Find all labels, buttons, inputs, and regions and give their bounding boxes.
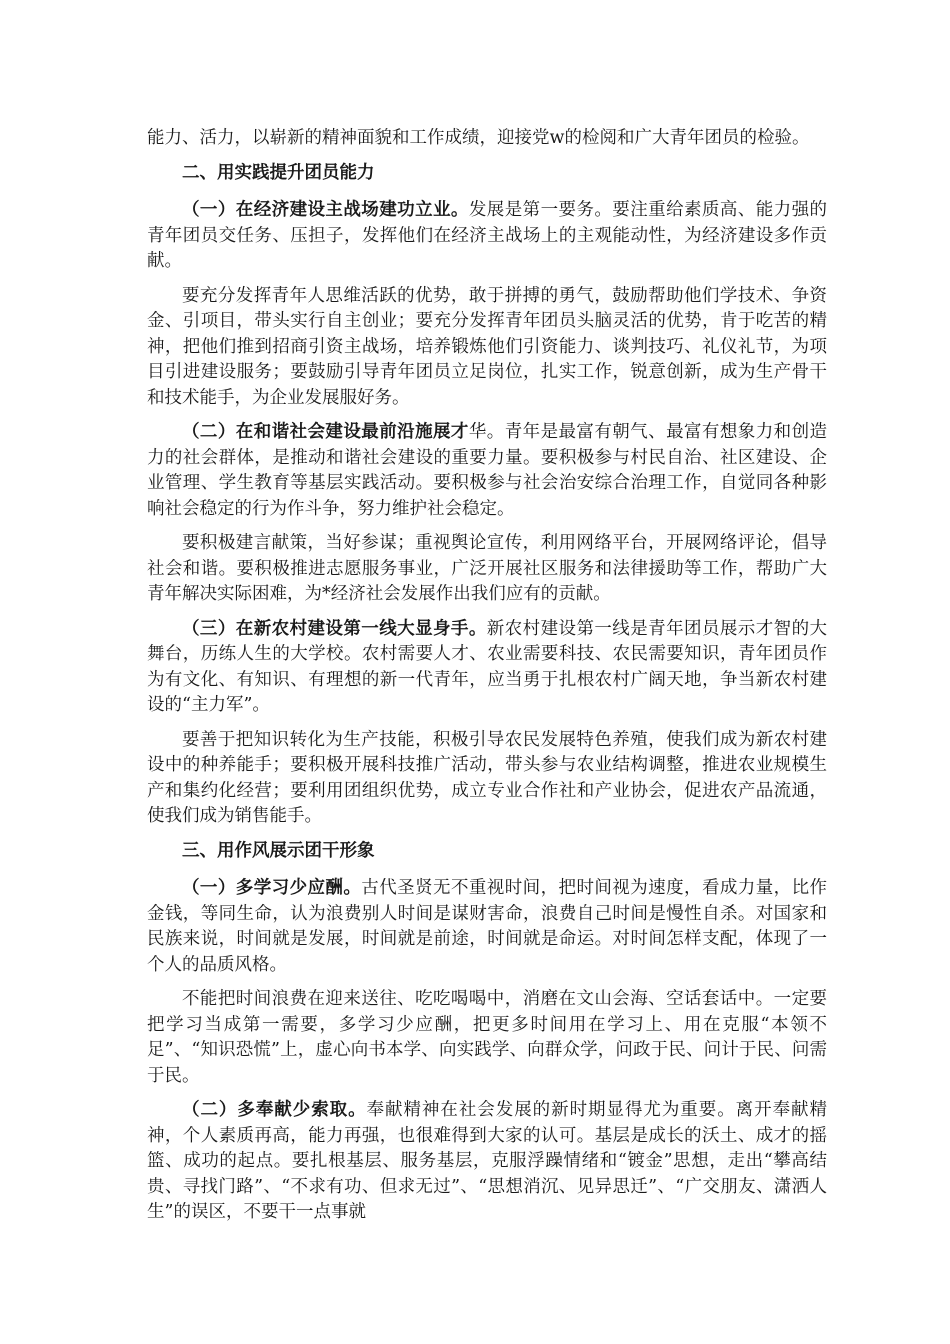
subsection-title: （二）多奉献少索取。 bbox=[182, 1100, 367, 1120]
document-body bbox=[147, 126, 827, 1235]
paragraph: 要积极建言献策，当好参谋；重视舆论宣传，利用网络平台，开展网络评论，倡导社会和谐。要积极推进志愿服务事业，广泛开展社区服务和法律援助等工作，帮助广大青年解决实际困难，为*经济社会发展作出我们应有的贡献。 bbox=[147, 533, 827, 604]
subsection-title: （二）在和谐社会建设最前沿施展才 bbox=[182, 422, 469, 442]
paragraph bbox=[147, 617, 827, 719]
paragraph bbox=[147, 420, 827, 522]
paragraph bbox=[147, 198, 827, 275]
paragraph bbox=[147, 876, 827, 978]
paragraph-text: 新农村建设第一线是青年团员展示才智的大舞台，历练人生的大学校。农村需要人才、农业需要科技、农民需要知识，青年团员作为有文化、有知识、有理想的新一代青年，应当勇于扎根农村广阔天地，争当新农村建设的“主力军”。 bbox=[147, 618, 828, 715]
paragraph: 不能把时间浪费在迎来送往、吃吃喝喝中，消磨在文山会海、空话套话中。一定要把学习当成第一需要，多学习少应酬，把更多时间用在学习上、用在克服“本领不足”、“知识恐慌”上，虚心向书本学、向实践学、向群众学，问政于民、问计于民、问需于民。 bbox=[147, 989, 827, 1086]
paragraph-text: 古代圣贤无不重视时间，把时间视为速度，看成力量，比作金钱，等同生命，认为浪费别人时间是谋财害命，浪费自己时间是慢性自杀。对国家和民族来说，时间就是发展，时间就是前途，时间就是命运。对时间怎样支配，体现了一个人的品质风格。 bbox=[147, 878, 828, 975]
subsection-title: （一）多学习少应酬。 bbox=[182, 878, 362, 898]
paragraph: 要充分发挥青年人思维活跃的优势，敢于拼搏的勇气，鼓励帮助他们学技术、争资金、引项目，带头实行自主创业；要充分发挥青年团员头脑灵活的优势，肯于吃苦的精神，把他们推到招商引资主战场，培养锻炼他们引资能力、谈判技巧、礼仪礼节，为项目引进建设服务；要鼓励引导青年团员立足岗位，扎实工作，锐意创新，成为生产骨干和技术能手，为企业发展服好务。 bbox=[147, 285, 827, 408]
paragraph bbox=[147, 1098, 827, 1226]
paragraph-text: 奉献精神在社会发展的新时期显得尤为重要。离开奉献精神，个人素质再高，能力再强，也很难得到大家的认可。基层是成长的沃土、成才的摇篮、成功的起点。要扎根基层、服务基层，克服浮躁情绪和“镀金”思想，走出“攀高结贵、寻找门路”、“不求有功、但求无过”、“思想消沉、见异思迁”、“广交朋友、潇洒人生”的误区，不要干一点事就 bbox=[147, 1100, 828, 1222]
section-heading: 三、用作风展示团干形象 bbox=[182, 840, 375, 861]
paragraph-text: 发展是第一要务。要注重给素质高、能力强的青年团员交任务、压担子，发挥他们在经济主战场上的主观能动性，为经济建设多作贡献。 bbox=[147, 200, 828, 271]
paragraph: 要善于把知识转化为生产技能，积极引导农民发展特色养殖，使我们成为新农村建设中的种养能手；要积极开展科技推广活动，带头参与农业结构调整，推进农业规模生产和集约化经营；要利用团组织优势，成立专业合作社和产业协会，促进农产品流通，使我们成为销售能手。 bbox=[147, 729, 827, 826]
paragraph-text: 华。青年是最富有朝气、最富有想象力和创造力的社会群体，是推动和谐社会建设的重要力量。要积极参与村民自治、社区建设、企业管理、学生教育等基层实践活动。要积极参与社会治安综合治理工作，自觉同各种影响社会稳定的行为作斗争，努力维护社会稳定。 bbox=[147, 422, 828, 519]
subsection-title: （三）在新农村建设第一线大显身手。 bbox=[182, 618, 487, 639]
subsection-title: （一）在经济建设主战场建功立业。 bbox=[182, 200, 469, 220]
section-heading: 二、用实践提升团员能力 bbox=[182, 162, 375, 183]
paragraph: 能力、活力，以崭新的精神面貌和工作成绩，迎接党w的检阅和广大青年团员的检验。 bbox=[147, 128, 810, 148]
